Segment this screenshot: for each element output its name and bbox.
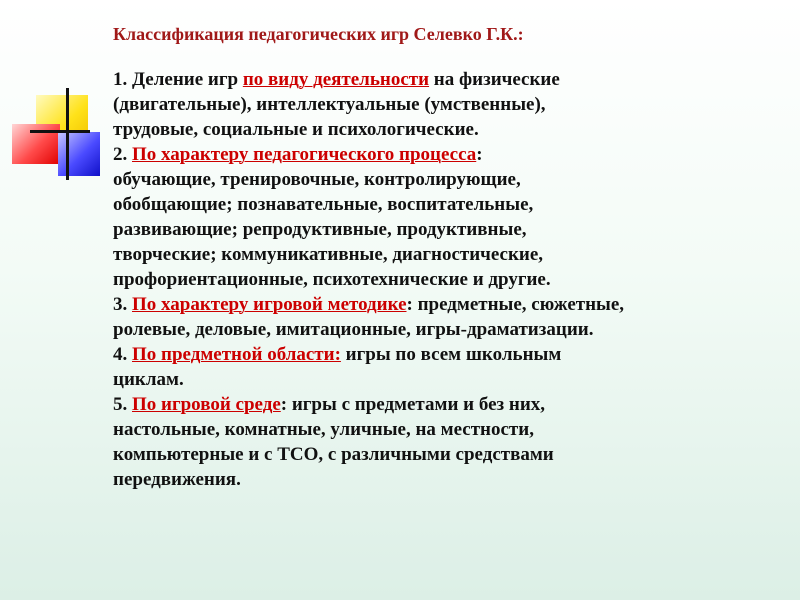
blue-square (58, 132, 100, 176)
item-5-line: передвижения. (113, 469, 241, 490)
item-1-rest: на физические (429, 69, 560, 90)
item-3-link[interactable]: По характеру игровой методике (132, 294, 407, 315)
item-5-link[interactable]: По игровой среде (132, 394, 281, 415)
slide-title: Классификация педагогических игр Селевко Г.К.: (113, 24, 524, 44)
decorative-logo (0, 0, 110, 190)
horizontal-line (30, 130, 90, 133)
item-2-first-line (113, 142, 783, 167)
item-3-rest: : предметные, сюжетные, (406, 294, 625, 315)
item-5-first-line (113, 392, 783, 417)
item-1-line: трудовые, социальные и психологические. (113, 119, 479, 140)
item-1-line: (двигательные), интеллектуальные (умственные), (113, 94, 546, 115)
item-2-line: развивающие; репродуктивные, продуктивные, (113, 219, 527, 240)
item-1-first-line (113, 67, 783, 92)
item-2-line: обобщающие; познавательные, воспитательные, (113, 194, 534, 215)
item-4-rest: игры по всем школьным (340, 344, 562, 365)
item-2-line: творческие; коммуникативные, диагностические, (113, 244, 544, 265)
item-2 (113, 142, 783, 292)
item-3 (113, 292, 783, 342)
item-3-lead: 3. (113, 294, 132, 315)
item-2-line: профориентационные, психотехнические и другие. (113, 269, 551, 290)
item-3-first-line (113, 292, 783, 317)
item-2-line: обучающие, тренировочные, контролирующие, (113, 169, 521, 190)
item-5-rest: : игры с предметами и без них, (280, 394, 546, 415)
item-4 (113, 342, 783, 392)
item-1 (113, 67, 783, 142)
item-1-lead: 1. Деление игр (113, 69, 243, 90)
item-4-lead: 4. (113, 344, 132, 365)
item-2-lead: 2. (113, 144, 132, 165)
item-1-link[interactable]: по виду деятельности (242, 69, 430, 90)
item-5-line: настольные, комнатные, уличные, на местности, (113, 419, 534, 440)
slide-content (113, 22, 783, 492)
item-5-line: компьютерные и с ТСО, с различными средствами (113, 444, 554, 465)
item-4-link[interactable]: По предметной области: (132, 344, 341, 365)
item-4-line: циклам. (113, 369, 184, 390)
item-2-rest: : (476, 144, 483, 165)
item-3-line: ролевые, деловые, имитационные, игры-драматизации. (113, 319, 594, 340)
vertical-line (66, 88, 69, 180)
item-2-link[interactable]: По характеру педагогического процесса (132, 144, 477, 165)
item-4-first-line (113, 342, 783, 367)
item-5 (113, 392, 783, 492)
item-5-lead: 5. (113, 394, 132, 415)
